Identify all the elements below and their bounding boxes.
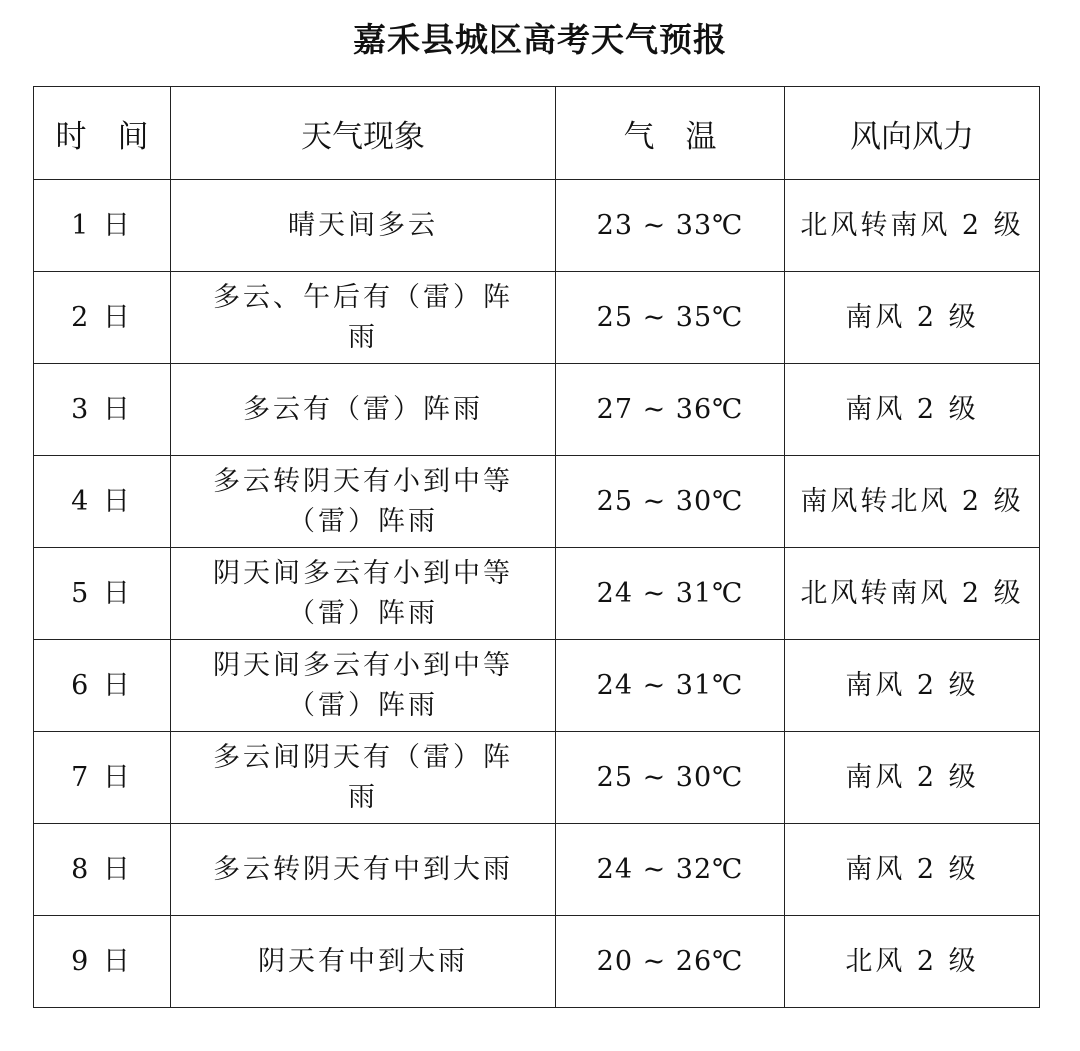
cell-wind: 南风 2 级 [785, 364, 1040, 456]
cell-weather [171, 640, 556, 732]
cell-temperature [556, 824, 785, 916]
table-row [34, 180, 1040, 272]
header-weather: 天气现象 [171, 87, 556, 180]
cell-temperature [556, 180, 785, 272]
cell-temperature [556, 732, 785, 824]
cell-weather [171, 180, 556, 272]
temperature-text: 25 ~ 30℃ [596, 485, 744, 517]
weather-text: 多云转阴天有小到中等（雷）阵雨 [213, 465, 513, 537]
cell-date: 2 日 [34, 272, 171, 364]
table-row [34, 824, 1040, 916]
cell-wind: 南风 2 级 [785, 732, 1040, 824]
cell-wind: 南风 2 级 [785, 640, 1040, 732]
header-date: 时 间 [34, 87, 171, 180]
table-row [34, 456, 1040, 548]
cell-weather [171, 548, 556, 640]
cell-wind: 南风 2 级 [785, 824, 1040, 916]
weather-text: 晴天间多云 [288, 209, 438, 241]
page-title: 嘉禾县城区高考天气预报 [353, 20, 727, 59]
cell-date: 7 日 [34, 732, 171, 824]
table-row [34, 272, 1040, 364]
weather-text: 阴天间多云有小到中等（雷）阵雨 [213, 557, 513, 629]
cell-date: 9 日 [34, 916, 171, 1008]
cell-weather [171, 732, 556, 824]
cell-wind: 北风 2 级 [785, 916, 1040, 1008]
temperature-text: 25 ~ 30℃ [596, 761, 744, 793]
header-wind: 风向风力 [785, 87, 1040, 180]
weather-text: 多云转阴天有中到大雨 [213, 853, 513, 885]
cell-date: 6 日 [34, 640, 171, 732]
table-row [34, 640, 1040, 732]
cell-weather [171, 272, 556, 364]
temperature-text: 23 ~ 33℃ [596, 209, 744, 241]
table-row [34, 548, 1040, 640]
temperature-text: 24 ~ 31℃ [596, 669, 744, 701]
cell-wind: 南风 2 级 [785, 272, 1040, 364]
cell-wind: 北风转南风 2 级 [785, 548, 1040, 640]
cell-date: 3 日 [34, 364, 171, 456]
forecast-table [33, 86, 1040, 1008]
table-row [34, 364, 1040, 456]
cell-date: 8 日 [34, 824, 171, 916]
cell-date: 1 日 [34, 180, 171, 272]
header-temperature: 气 温 [556, 87, 785, 180]
cell-weather [171, 916, 556, 1008]
cell-temperature [556, 548, 785, 640]
cell-wind: 南风转北风 2 级 [785, 456, 1040, 548]
cell-temperature [556, 640, 785, 732]
table-row [34, 732, 1040, 824]
cell-temperature [556, 456, 785, 548]
temperature-text: 20 ~ 26℃ [596, 945, 744, 977]
cell-weather [171, 456, 556, 548]
temperature-text: 27 ~ 36℃ [596, 393, 744, 425]
weather-text: 阴天间多云有小到中等（雷）阵雨 [213, 649, 513, 721]
temperature-text: 24 ~ 31℃ [596, 577, 744, 609]
weather-text: 多云、午后有（雷）阵雨 [213, 281, 513, 353]
cell-temperature [556, 272, 785, 364]
table-row [34, 916, 1040, 1008]
table-header-row [34, 87, 1040, 180]
cell-date: 5 日 [34, 548, 171, 640]
cell-temperature [556, 364, 785, 456]
cell-date: 4 日 [34, 456, 171, 548]
cell-temperature [556, 916, 785, 1008]
temperature-text: 24 ~ 32℃ [596, 853, 744, 885]
temperature-text: 25 ~ 35℃ [596, 301, 744, 333]
cell-wind: 北风转南风 2 级 [785, 180, 1040, 272]
cell-weather [171, 364, 556, 456]
weather-text: 阴天有中到大雨 [258, 945, 468, 977]
weather-text: 多云间阴天有（雷）阵雨 [213, 741, 513, 813]
cell-weather [171, 824, 556, 916]
weather-text: 多云有（雷）阵雨 [243, 393, 483, 425]
